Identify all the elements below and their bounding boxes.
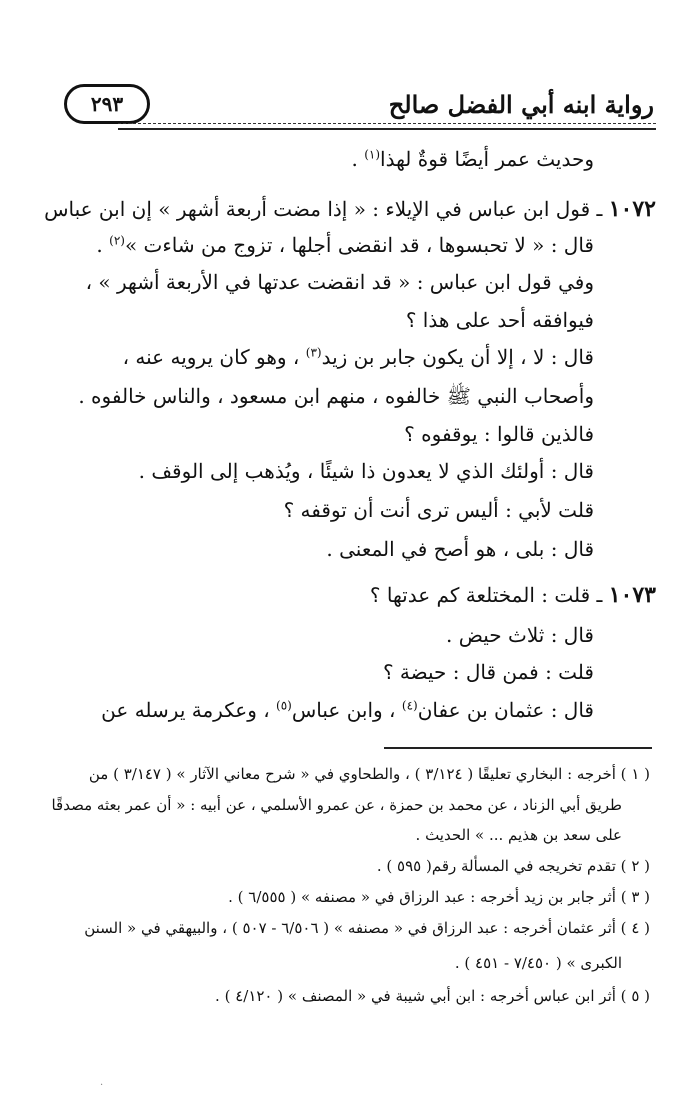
question-1072-line: [44, 196, 656, 222]
body-line: [101, 697, 594, 723]
line-text: قال : عثمان بن عفان: [417, 698, 594, 722]
page-number-badge: [64, 84, 150, 124]
line-text: ـ قلت : المختلعة كم عدتها ؟: [369, 583, 603, 607]
body-line: فيوافقه أحد على هذا ؟: [405, 308, 594, 332]
footnote-3: ( ٣ ) أثر جابر بن زيد أخرجه : عبد الرزاق في « مصنفه » ( ٦/٥٥٥ ) .: [228, 888, 650, 906]
footnote-1-cont: على سعد بن هذيم ... » الحديث .: [415, 826, 622, 844]
page-number: ٢٩٣: [90, 92, 124, 116]
footnote-1: ( ١ ) أخرجه : البخاري تعليقًا ( ٣/١٢٤ ) ، والطحاوي في « شرح معاني الآثار » ( ٣/١٤٧ ) من: [88, 765, 650, 783]
footnote-2: ( ٢ ) تقدم تخريجه في المسألة رقم( ٥٩٥ ) .: [376, 857, 650, 875]
body-line: قلت لأبي : أليس ترى أنت أن توقفه ؟: [283, 498, 594, 522]
footnote-ref: (٢): [109, 233, 125, 248]
header-rule: [118, 123, 656, 130]
body-line: [123, 344, 594, 370]
body-line: وأصحاب النبي ﷺ خالفوه ، منهم ابن مسعود ، والناس خالفوه .: [78, 384, 594, 408]
question-number: ١٠٧٣: [608, 582, 656, 608]
running-title: رواية ابنه أبي الفضل صالح: [388, 90, 654, 119]
body-line: قال : أولئك الذي لا يعدون ذا شيئًا ، ويُذهب إلى الوقف .: [138, 459, 594, 483]
footnote-ref: (٤): [401, 698, 418, 713]
footnote-ref: (٣): [305, 345, 322, 360]
footnote-4: ( ٤ ) أثر عثمان أخرجه : عبد الرزاق في « مصنفه » ( ٦/٥٠٦ - ٥٠٧ ) ، والبيهقي في « السنن: [84, 919, 650, 937]
line-text: قال : « لا تحبسوها ، قد انقضى أجلها ، تزوج من شاءت »: [124, 233, 594, 257]
body-line: وفي قول ابن عباس : « قد انقضت عدتها في الأربعة أشهر » ،: [85, 270, 594, 294]
question-1073-line: [370, 582, 656, 608]
footnote-divider: [384, 747, 652, 749]
line-text: .: [351, 147, 365, 171]
line-text: قال : لا ، إلا أن يكون جابر بن زيد: [321, 345, 594, 369]
scan-dot: ·: [100, 1080, 104, 1091]
line-text: ، وعكرمة يرسله عن: [101, 698, 277, 722]
body-line: قال : بلى ، هو أصح في المعنى .: [326, 537, 594, 561]
body-line: فالذين قالوا : يوقفوه ؟: [404, 422, 594, 446]
body-line: [96, 232, 594, 258]
line-text: ـ قول ابن عباس في الإيلاء : « إذا مضت أربعة أشهر » إن ابن عباس: [44, 197, 603, 221]
body-line: قال : ثلاث حيض .: [446, 623, 594, 647]
line-text: ، وابن عباس: [291, 698, 402, 722]
footnote-1-cont: طريق أبي الزناد ، عن محمد بن حمزة ، عن عمرو الأسلمي ، عن أبيه : « أن عمر بعثه مصدقًا: [51, 796, 622, 814]
body-line: [351, 146, 594, 172]
footnote-ref: (٥): [276, 698, 292, 713]
line-text: ، وهو كان يرويه عنه ،: [122, 345, 306, 369]
line-text: وحديث عمر أيضًا قوةٌ لهذا: [380, 147, 594, 171]
question-number: ١٠٧٢: [608, 196, 656, 222]
footnote-4-cont: الكبرى » ( ٧/٤٥٠ - ٤٥١ ) .: [454, 954, 622, 972]
footnote-5: ( ٥ ) أثر ابن عباس أخرجه : ابن أبي شيبة في « المصنف » ( ٤/١٢٠ ) .: [215, 987, 650, 1005]
body-line: قلت : فمن قال : حيضة ؟: [382, 660, 594, 684]
footnote-ref: (١): [364, 147, 381, 162]
line-text: .: [96, 233, 110, 257]
